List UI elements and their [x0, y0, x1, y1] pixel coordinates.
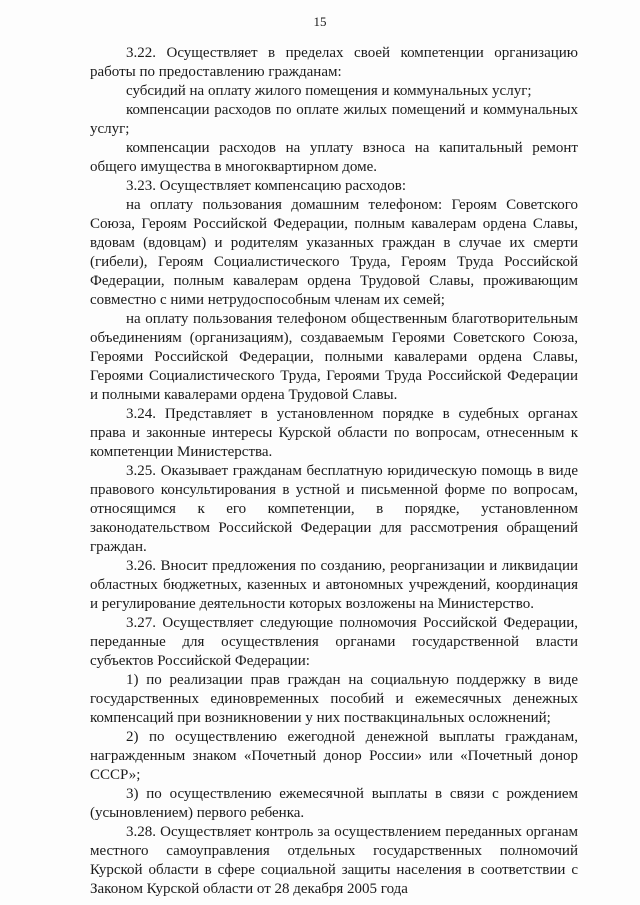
paragraph-3-23: 3.23. Осуществляет компенсацию расходов: — [126, 178, 407, 194]
paragraph-housing-compensation: компенсации расходов по оплате жилых помещений и коммунальных услуг; — [90, 102, 578, 137]
paragraph-subsidies: субсидий на оплату жилого помещения и коммунальных услуг; — [126, 83, 532, 99]
paragraph-3-28: 3.28. Осуществляет контроль за осуществлением переданных органам местного самоуправления отдельных государственных полномочий Курской области в сфере социальной защиты населения в соответствии с Законом Курской области от 28 декабря 2005 года — [90, 824, 578, 897]
paragraph-public-associations-telephone: на оплату пользования телефоном общественным благотворительным объединениям (организациям), создаваемым Героями Советского Союза, Героями Российской Федерации, полными кавалерами ордена Славы, Героями Социалистического Труда, Героями Труда Российской Федерации и полными кавалерами ордена Трудовой Славы. — [90, 311, 578, 403]
paragraph-3-27-item-1: 1) по реализации прав граждан на социальную поддержку в виде государственных единовременных пособий и ежемесячных денежных компенсаций при возникновении у них поствакцинальных осложнений; — [90, 672, 578, 726]
paragraph-3-24: 3.24. Представляет в установленном порядке в судебных органах права и законные интересы Курской области по вопросам, отнесенным к компетенции Министерства. — [90, 406, 578, 460]
page-number: 15 — [313, 14, 327, 29]
paragraph-3-27: 3.27. Осуществляет следующие полномочия Российской Федерации, переданные для осуществления органами государственной власти субъектов Российской Федерации: — [90, 615, 578, 669]
paragraph-3-27-item-3: 3) по осуществлению ежемесячной выплаты в связи с рождением (усыновлением) первого ребенка. — [90, 786, 578, 821]
paragraph-home-telephone: на оплату пользования домашним телефоном: Героям Советского Союза, Героям Российской Федерации, полным кавалерам ордена Славы, вдовам (вдовцам) и родителям указанных граждан в случае их смерти (гибели), Героям Социалистического Труда, Героям Труда Российской Федерации, полным кавалерам ордена Трудовой Славы, проживающим совместно с ними нетрудоспособным членам их семей; — [90, 197, 578, 308]
paragraph-3-26: 3.26. Вносит предложения по созданию, реорганизации и ликвидации областных бюджетных, казенных и автономных учреждений, координация и регулирование деятельности которых возложены на Министерство. — [90, 558, 578, 612]
paragraph-3-22: 3.22. Осуществляет в пределах своей компетенции организацию работы по предоставлению гражданам: — [90, 45, 578, 80]
paragraph-capital-repair-compensation: компенсации расходов на уплату взноса на капитальный ремонт общего имущества в многоквартирном доме. — [90, 140, 578, 175]
paragraph-3-27-item-2: 2) по осуществлению ежегодной денежной выплаты гражданам, награжденным знаком «Почетный донор России» или «Почетный донор СССР»; — [90, 729, 578, 783]
paragraph-3-25: 3.25. Оказывает гражданам бесплатную юридическую помощь в виде правового консультирования в устной и письменной форме по вопросам, относящимся к его компетенции, в порядке, установленном законодательством Российской Федерации для рассмотрения обращений граждан. — [90, 463, 578, 555]
document-body — [90, 44, 578, 899]
